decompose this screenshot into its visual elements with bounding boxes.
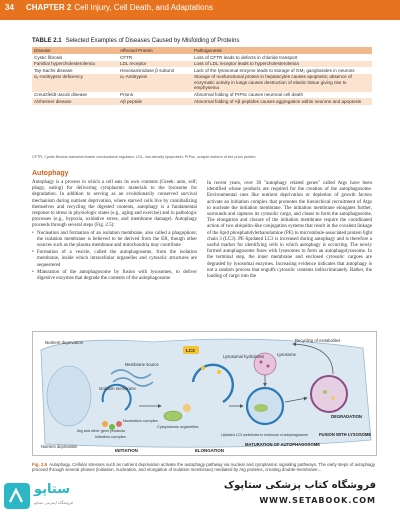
label-initiation-complex: Initiation complex xyxy=(95,434,126,439)
table-cell: Loss of LDL receptor leads to hypercholesterolemia xyxy=(192,61,372,68)
nucleation-dot xyxy=(102,421,108,427)
chapter-title: Cell Injury, Cell Death, and Adaptations xyxy=(74,3,213,12)
left-column xyxy=(32,170,197,282)
table-header-cell: Affected Protein xyxy=(118,47,192,54)
label-nutrient-top: Nutrient deprivation xyxy=(45,340,84,345)
table-row xyxy=(32,92,372,99)
table-cell: Abnormal folding of PrPsc causes neuronal cell death xyxy=(194,92,304,98)
lc3-dot xyxy=(201,366,205,370)
table-cell: α₁-Antitrypsin deficiency xyxy=(32,74,118,92)
store-url-link[interactable]: WWW.SETABOOK.COM xyxy=(259,496,376,505)
label-atg-genes: Atg and other gene products xyxy=(77,429,125,433)
label-cytoplasmic: Cytoplasmic organelles xyxy=(157,424,199,429)
table-row xyxy=(32,54,372,61)
table-row xyxy=(32,61,372,68)
section-heading: Autophagy xyxy=(32,170,69,177)
degraded-cargo xyxy=(323,390,327,394)
table-row xyxy=(32,67,372,74)
organelle-shape xyxy=(183,404,191,412)
table-row xyxy=(32,74,372,92)
label-initiation: INITIATION xyxy=(115,448,138,453)
label-recycling: Recycling of metabolites xyxy=(295,338,341,343)
cargo-shape xyxy=(254,404,268,412)
hydrolase-dot xyxy=(260,361,263,364)
chapter-label: CHAPTER 2 xyxy=(26,3,72,12)
table-cell: Cystic fibrosis xyxy=(34,54,63,60)
table-cell: Loss of CFTR leads to defects in chloride transport xyxy=(194,54,298,60)
table-cell: Storage of nonfunctional protein in hepatocytes causes apoptosis; absence of enzymatic activity in lungs causes destruction of elastic tissue giving rise to emphysema xyxy=(192,74,372,92)
label-hydrolases: Lysosomal hydrolases xyxy=(223,354,265,359)
table-caption: Selected Examples of Diseases Caused by Misfolding of Proteins xyxy=(65,38,240,44)
nucleus-shape xyxy=(47,366,91,426)
table-label: TABLE 2.1 xyxy=(32,38,62,44)
table-cell: Prions xyxy=(120,92,134,98)
right-column xyxy=(207,181,372,280)
autolysosome-shape xyxy=(311,376,347,412)
table-cell: α₁-Antitrypsin xyxy=(118,74,192,92)
table-header-cell: Disease xyxy=(32,47,118,54)
page-number: 34 xyxy=(5,3,14,12)
table-cell: CFTR xyxy=(120,54,133,60)
autophagy-diagram xyxy=(33,332,378,457)
label-nucleation: Nucleation complex xyxy=(123,418,158,423)
table-cell: Hexosaminidase β subunit xyxy=(120,67,174,73)
body-paragraph: Autophagy is a process in which a cell eats its own contents (Greek: auto, self; phagy, eating) for delivering cytoplasmic materials to the lysosome for degradation. In addition to serving as an evolutionarily conserved survival mechanism during nutrient deprivation, where starved cells live by cannibalizing themselves and recycling the digested contents, autophagy is a fundamental response to stress in physiologic states (e.g., aging and exercise) and in pathologic processes (e.g., hypoxia, oxidative stress, and membrane damage). Autophagy proceeds through several steps (Fig. 2.5): xyxy=(32,180,197,229)
label-fusion: FUSION WITH LYSOSOME xyxy=(319,432,372,437)
page-header xyxy=(0,0,400,20)
body-paragraph: In recent years, over 30 "autophagy related genes" called Atgs have been identified whose products are required for the creation of the autophagosome. Environmental cues like nutrient deprivation or depletion of growth factors activate an initiation complex that promotes the hierarchical recruitment of Atgs to nucleate the initiation membrane. The initiation membrane elongates further, surrounds and captures its cytosolic cargo, and closes to form the autophagosome. The elongation and closure of the initiation membrane require the coordinated action of two ubiquitin-like conjugation systems that result in the covalent linkage of the lipid phosphatidylethanolamine (PE) to microtubule-associated protein light chain 3 (LC3). PE-lipidated LC3 is increased during autophagy and is therefore a useful marker for identifying cells in which autophagy is occurring. The newly formed autophagosome fuses with lysosomes to form an autophagolysosome. In the terminal step, the inner membrane and enclosed cytosolic cargoes are degraded by lysosomal enzymes. Increasing evidence indicates that autophagy is not a random process that engulfs cytosolic contents indiscriminately. Rather, the loading of cargo into the xyxy=(207,181,372,280)
table-cell: Lack of the lysosomal enzyme leads to storage of GM₂ gangliosides in neurons xyxy=(194,67,355,73)
table-header-row xyxy=(32,47,372,54)
label-degradation: DEGRADATION xyxy=(331,414,362,419)
table-cell: Familial hypercholesterolemia xyxy=(32,61,118,68)
table-cell: Creutzfeldt-Jacob disease xyxy=(34,92,88,98)
brand-name: ستاپو xyxy=(34,482,71,497)
label-maturation: MATURATION OF AUTOPHAGOSOME xyxy=(245,442,320,447)
autophagy-figure xyxy=(32,331,377,456)
table-header-cell: Pathogenesis xyxy=(192,47,372,54)
running-head xyxy=(26,3,213,12)
list-item: • Formation of a vesicle, called the autophagosome, from the isolation membrane, inside which intracellular organelles and cytosolic structures are sequestered xyxy=(32,250,197,269)
list-item: • Nucleation and formation of an isolation membrane, also called a phagophore; the isolation membrane is believed to be derived from the ER, though other sources such as the plasma membrane and mitochondria may contribute xyxy=(32,231,197,250)
table-cell: Tay-Sachs disease xyxy=(34,67,73,73)
store-name: فروشگاه کتاب پزشکی ستاپوک xyxy=(223,480,376,491)
hydrolase-dot xyxy=(267,365,270,368)
label-isolation-membrane: Isolation membrane xyxy=(99,386,136,391)
lc3-dot xyxy=(217,370,221,374)
list-item: • Maturation of the autophagosome by fusion with lysosomes, to deliver digestive enzymes that degrade the contents of the autophagosome xyxy=(32,270,197,282)
figure-caption xyxy=(32,462,377,473)
table-title xyxy=(32,38,239,44)
table-row xyxy=(32,98,372,105)
degraded-cargo xyxy=(331,396,335,400)
figure-label: Fig. 2.5 xyxy=(32,462,48,467)
brand-subtitle: فروشگاه اینترنتی ستاپو xyxy=(34,500,73,505)
label-lipidated-lc3: Lipidated LC3 contributes to enclosure of autophagosome xyxy=(221,433,308,437)
disease-table xyxy=(32,47,372,105)
label-elongation: ELONGATION xyxy=(195,448,224,453)
label-membrane-source: Membrane source xyxy=(125,362,159,367)
table-footnote: CFTR, Cystic fibrosis transmembrane conductance regulator; LDL, low-density lipoprotein; PrPsc, scrapie isoform of the prion protein. xyxy=(32,155,257,159)
table-cell: Aβ peptide xyxy=(118,98,192,105)
table-cell: Abnormal folding of Aβ peptides causes aggregation within neurons and apoptosis xyxy=(192,98,372,105)
step-list xyxy=(32,231,197,283)
nucleation-dot xyxy=(116,421,122,427)
figure-caption-text: Autophagy. Cellular stresses such as nutrient deprivation activate the autophagy pathway via nuclear and cytoplasmic signaling pathways. The early steps of autophagy proceed through several phases (initiation, nucleation, and elongation of isolation membrane) mediated by Atg proteins, creating double-membrane... xyxy=(32,462,376,473)
table-cell: Alzheimer disease xyxy=(32,98,118,105)
label-lysosome: Lysosome xyxy=(277,352,296,357)
mitochondrion-shape xyxy=(164,411,182,421)
label-nutrient-bottom: Nutrient deprivation xyxy=(41,444,78,449)
label-lc3: LC3 xyxy=(186,348,195,353)
logo-mark xyxy=(4,483,30,509)
table-cell: LDL receptor xyxy=(118,61,192,68)
